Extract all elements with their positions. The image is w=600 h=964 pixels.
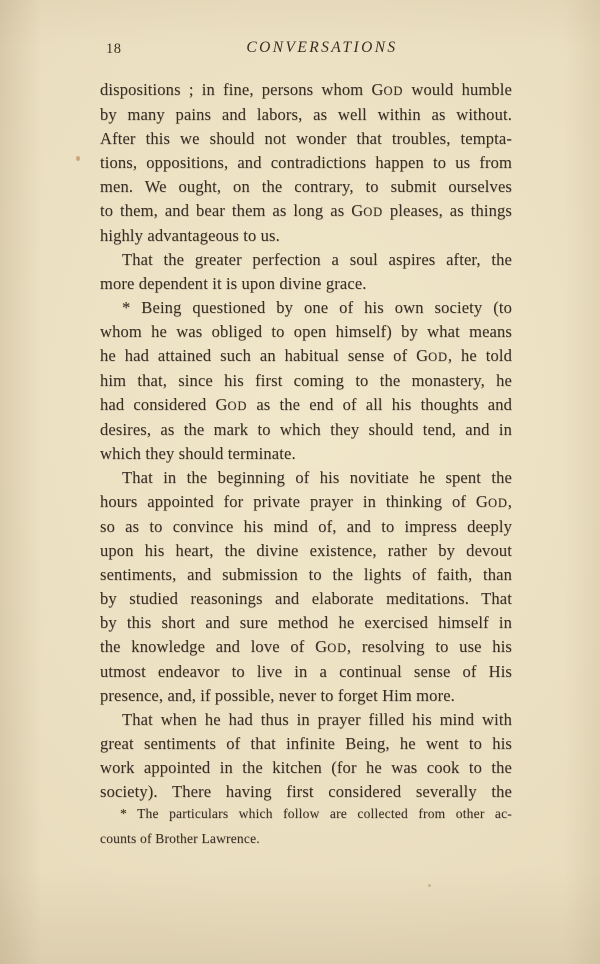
paragraph: [100, 248, 512, 296]
footnote: [100, 801, 512, 851]
text-line: dispositions ; in fine, persons whom GOD would humble: [100, 80, 512, 99]
text-line: After this we should not wonder that troubles, tempta-: [100, 129, 512, 148]
running-head-title: CONVERSATIONS: [246, 39, 398, 56]
text-line: counts of Brother Lawrence.: [100, 831, 260, 846]
text-line: That in the beginning of his novitiate he spent the: [122, 468, 512, 487]
text-line: which they should terminate.: [100, 444, 296, 463]
body-text: [100, 78, 512, 804]
text-line: tions, oppositions, and contradictions happen to us from: [100, 153, 512, 172]
text-line: That the greater perfection a soul aspires after, the: [122, 250, 512, 269]
text-line: by many pains and labors, as well within as without.: [100, 105, 512, 124]
text-line: to them, and bear them as long as GOD pleases, as things: [100, 201, 512, 220]
page-number: 18: [106, 41, 122, 57]
text-line: men. We ought, on the contrary, to submit ourselves: [100, 177, 512, 196]
text-line: great sentiments of that infinite Being, he went to his: [100, 734, 512, 753]
text-line: society). There having first considered severally the: [100, 782, 512, 801]
paper-speck: [428, 884, 431, 887]
text-line: * Being questioned by one of his own society (to: [122, 298, 512, 317]
paragraph: [100, 708, 512, 804]
text-line: hours appointed for private prayer in thinking of GOD,: [100, 492, 512, 511]
paper-speck: [76, 156, 80, 161]
text-line: work appointed in the kitchen (for he was cook to the: [100, 758, 512, 777]
text-line: by this short and sure method he exercised himself in: [100, 613, 512, 632]
text-line: desires, as the mark to which they should tend, and in: [100, 420, 512, 439]
text-line: upon his heart, the divine existence, rather by devout: [100, 541, 512, 560]
text-line: highly advantageous to us.: [100, 226, 280, 245]
text-line: That when he had thus in prayer filled his mind with: [122, 710, 512, 729]
text-line: had considered GOD as the end of all his thoughts and: [100, 395, 512, 414]
running-header: [100, 39, 512, 61]
text-line: sentiments, and submission to the lights of faith, than: [100, 565, 512, 584]
text-line: the knowledge and love of GOD, resolving to use his: [100, 637, 513, 656]
text-line: by studied reasonings and elaborate meditations. That: [100, 589, 512, 608]
text-line: presence, and, if possible, never to forget Him more.: [100, 686, 455, 705]
paragraph: [100, 78, 512, 248]
text-line: him that, since his first coming to the monastery, he: [100, 371, 512, 390]
paragraph: [100, 296, 512, 466]
text-line: utmost endeavor to live in a continual sense of His: [100, 662, 512, 681]
text-line: so as to convince his mind of, and to impress deeply: [100, 517, 512, 536]
paragraph: [100, 801, 512, 851]
text-line: he had attained such an habitual sense of GOD, he told: [100, 346, 513, 365]
text-line: whom he was obliged to open himself) by what means: [100, 322, 512, 341]
text-line: more dependent it is upon divine grace.: [100, 274, 367, 293]
paragraph: [100, 466, 512, 708]
text-line: * The particulars which follow are collected from other ac-: [120, 806, 512, 821]
